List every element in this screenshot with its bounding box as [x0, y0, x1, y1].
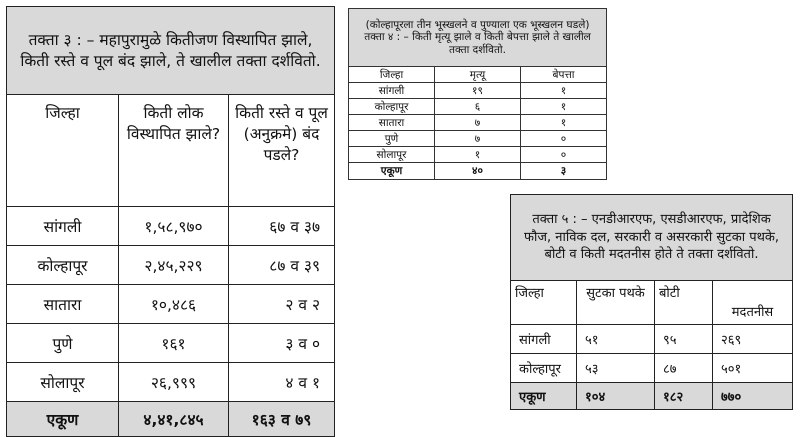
missing-cell: १ — [521, 99, 607, 115]
table-3-header-roads-bridges: किती रस्ते व पूल (अनुक्रमे) बंद पडले? — [229, 95, 335, 207]
roads-bridges-cell: ६७ व ३७ — [229, 207, 335, 246]
missing-cell: १ — [521, 83, 607, 99]
table-row — [7, 207, 335, 246]
table-4-header-district: जिल्हा — [349, 67, 435, 83]
roads-bridges-cell: २ व २ — [229, 285, 335, 324]
district-cell: सोलापूर — [7, 363, 119, 402]
district-cell: पुणे — [7, 324, 119, 363]
table-3-header-displaced: किती लोक विस्थापित झाले? — [119, 95, 229, 207]
total-label: एकूण — [349, 163, 435, 180]
table-3-header-district: जिल्हा — [7, 95, 119, 207]
table-4-header-deaths: मृत्यू — [435, 67, 521, 83]
table-4-total-row — [349, 163, 607, 180]
table-5-header-helpers: मदतनीस — [713, 281, 793, 325]
table-5 — [510, 194, 793, 410]
roads-bridges-cell: ८७ व ३९ — [229, 246, 335, 285]
rescue-teams-cell: ५१ — [577, 325, 655, 354]
deaths-cell: १ — [435, 147, 521, 163]
displaced-cell: १,५८,९७० — [119, 207, 229, 246]
helpers-cell: ५०१ — [713, 354, 793, 383]
missing-cell: ० — [521, 147, 607, 163]
table-row — [349, 99, 607, 115]
table-4-header-missing: बेपत्ता — [521, 67, 607, 83]
table-row — [511, 354, 793, 383]
table-3-caption: तक्ता ३ : – महापुरामुळे कितीजण विस्थापित झाले, किती रस्ते व पूल बंद झाले, ते खालील तक्ता दर्शवितो. — [7, 7, 335, 95]
table-5-caption: तक्ता ५ : – एनडीआरएफ, एसडीआरएफ, प्रादेशिक फौज, नाविक दल, सरकारी व असरकारी सुटका पथके, बोटी व किती मदतनीस होते ते तक्ता दर्शवितो. — [511, 195, 793, 281]
district-cell: सोलापूर — [349, 147, 435, 163]
displaced-cell: १०,४८६ — [119, 285, 229, 324]
table-4-caption — [349, 9, 607, 67]
total-helpers: ७७० — [713, 383, 793, 410]
total-boats: १८२ — [655, 383, 713, 410]
district-cell: सातारा — [349, 115, 435, 131]
table-row — [7, 363, 335, 402]
table-5-header-rescue-teams: सुटका पथके — [577, 281, 655, 325]
table-5-total-row — [511, 383, 793, 410]
table-5-header-boats: बोटी — [655, 281, 713, 325]
missing-cell: १ — [521, 115, 607, 131]
table-row — [7, 285, 335, 324]
deaths-cell: ६ — [435, 99, 521, 115]
total-roads-bridges: १६३ व ७९ — [229, 402, 335, 437]
deaths-cell: ७ — [435, 115, 521, 131]
district-cell: सांगली — [511, 325, 577, 354]
total-rescue-teams: १०४ — [577, 383, 655, 410]
total-deaths: ४० — [435, 163, 521, 180]
total-label: एकूण — [7, 402, 119, 437]
displaced-cell: २,४५,२२९ — [119, 246, 229, 285]
displaced-cell: २६,९९९ — [119, 363, 229, 402]
district-cell: सांगली — [349, 83, 435, 99]
district-cell: कोल्हापूर — [7, 246, 119, 285]
district-cell: सातारा — [7, 285, 119, 324]
table-row — [511, 325, 793, 354]
total-displaced: ४,४१,८४५ — [119, 402, 229, 437]
missing-cell: ० — [521, 131, 607, 147]
table-row — [349, 131, 607, 147]
deaths-cell: ७ — [435, 131, 521, 147]
deaths-cell: १९ — [435, 83, 521, 99]
table-row — [349, 147, 607, 163]
displaced-cell: १६१ — [119, 324, 229, 363]
table-3 — [6, 6, 335, 437]
boats-cell: ८७ — [655, 354, 713, 383]
rescue-teams-cell: ५३ — [577, 354, 655, 383]
table-row — [349, 115, 607, 131]
district-cell: सांगली — [7, 207, 119, 246]
table-3-total-row — [7, 402, 335, 437]
table-row — [7, 246, 335, 285]
table-5-header-district: जिल्हा — [511, 281, 577, 325]
table-4-caption-note: (कोल्हापूरला तीन भूस्खलने व पुण्याला एक भूस्खलन घडले) — [365, 18, 590, 31]
total-label: एकूण — [511, 383, 577, 410]
table-4-caption-title: तक्ता ४ : – किती मृत्यू झाले व किती बेपत्ता झाले ते खालील तक्ता दर्शवितो. — [364, 31, 591, 56]
district-cell: पुणे — [349, 131, 435, 147]
district-cell: कोल्हापूर — [349, 99, 435, 115]
table-4 — [348, 8, 607, 180]
table-row — [7, 324, 335, 363]
district-cell: कोल्हापूर — [511, 354, 577, 383]
roads-bridges-cell: ४ व १ — [229, 363, 335, 402]
total-missing: ३ — [521, 163, 607, 180]
boats-cell: ९५ — [655, 325, 713, 354]
table-row — [349, 83, 607, 99]
roads-bridges-cell: ३ व ० — [229, 324, 335, 363]
helpers-cell: २६९ — [713, 325, 793, 354]
